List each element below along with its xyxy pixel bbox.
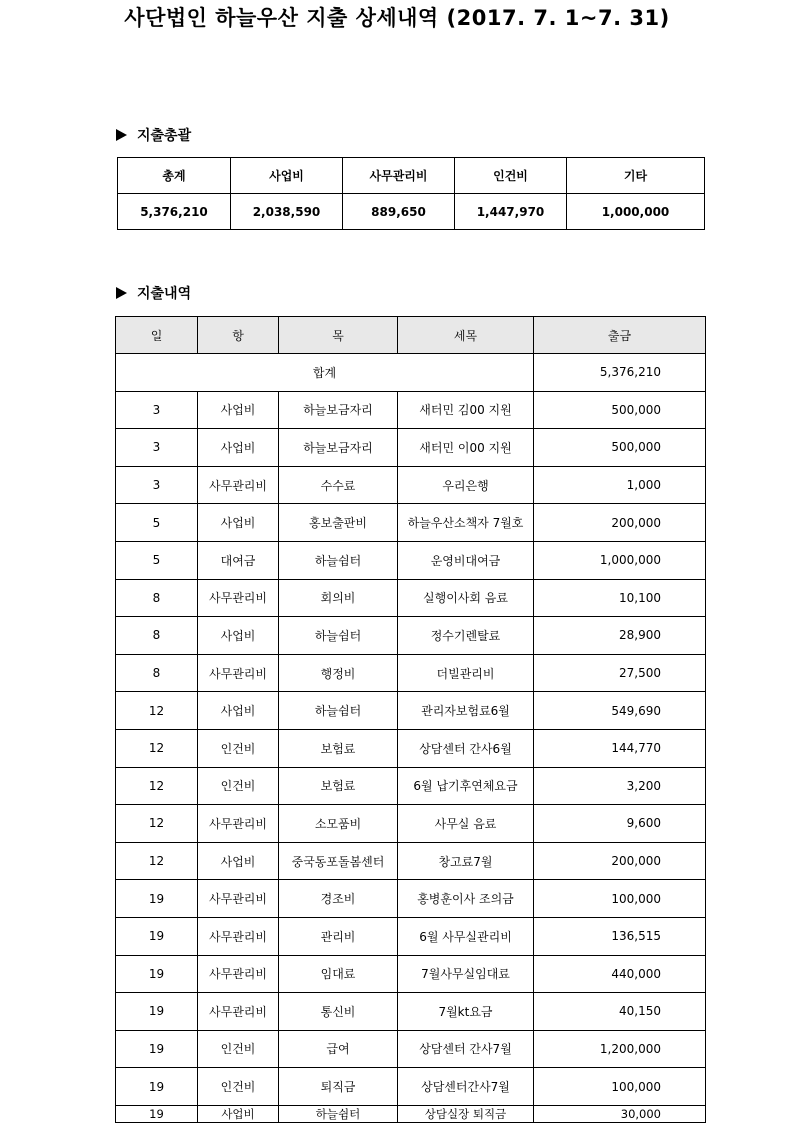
sub-item-cell: 하늘쉼터 [279, 1105, 398, 1122]
sub-item-cell: 수수료 [279, 466, 398, 504]
summary-header-cell: 인건비 [455, 158, 567, 194]
summary-value-cell: 1,447,970 [455, 194, 567, 230]
triangle-bullet-icon [116, 287, 127, 299]
day-cell: 19 [116, 955, 198, 993]
total-label: 합계 [116, 354, 534, 392]
amount-cell: 10,100 [534, 579, 706, 617]
table-row [116, 729, 706, 767]
table-row [116, 767, 706, 805]
amount-cell: 500,000 [534, 391, 706, 429]
day-cell: 5 [116, 504, 198, 542]
table-row [116, 617, 706, 655]
amount-cell: 200,000 [534, 504, 706, 542]
table-row [116, 917, 706, 955]
detail-cell: 정수기렌탈료 [398, 617, 534, 655]
detail-cell: 상담실장 퇴직금 [398, 1105, 534, 1122]
amount-cell: 549,690 [534, 692, 706, 730]
summary-value-row [118, 194, 705, 230]
summary-value-cell: 1,000,000 [567, 194, 705, 230]
item-cell: 사업비 [198, 1105, 279, 1122]
sub-item-cell: 행정비 [279, 654, 398, 692]
amount-cell: 9,600 [534, 805, 706, 843]
day-cell: 19 [116, 993, 198, 1031]
summary-header-cell: 사무관리비 [343, 158, 455, 194]
item-cell: 사무관리비 [198, 654, 279, 692]
detail-header-cell: 일 [116, 317, 198, 354]
sub-item-cell: 중국동포돌봄센터 [279, 842, 398, 880]
item-cell: 사무관리비 [198, 917, 279, 955]
item-cell: 인건비 [198, 767, 279, 805]
summary-value-cell: 889,650 [343, 194, 455, 230]
summary-header-cell: 총계 [118, 158, 231, 194]
table-row [116, 504, 706, 542]
table-row [116, 466, 706, 504]
total-amount: 5,376,210 [534, 354, 706, 392]
sub-item-cell: 보험료 [279, 767, 398, 805]
day-cell: 19 [116, 1030, 198, 1068]
table-row [116, 654, 706, 692]
sub-item-cell: 하늘보금자리 [279, 429, 398, 467]
day-cell: 12 [116, 842, 198, 880]
table-row [116, 842, 706, 880]
sub-item-cell: 급여 [279, 1030, 398, 1068]
item-cell: 사업비 [198, 504, 279, 542]
amount-cell: 30,000 [534, 1105, 706, 1122]
detail-header-cell: 세목 [398, 317, 534, 354]
detail-cell: 사무실 음료 [398, 805, 534, 843]
item-cell: 사무관리비 [198, 466, 279, 504]
detail-cell: 새터민 김00 지원 [398, 391, 534, 429]
detail-cell: 6월 납기후연체요금 [398, 767, 534, 805]
summary-header-row [118, 158, 705, 194]
amount-cell: 100,000 [534, 1068, 706, 1106]
day-cell: 19 [116, 1105, 198, 1122]
item-cell: 사업비 [198, 391, 279, 429]
item-cell: 사업비 [198, 842, 279, 880]
day-cell: 8 [116, 617, 198, 655]
amount-cell: 28,900 [534, 617, 706, 655]
total-row [116, 354, 706, 392]
item-cell: 사업비 [198, 692, 279, 730]
day-cell: 3 [116, 466, 198, 504]
detail-cell: 더빌관리비 [398, 654, 534, 692]
detail-heading-label: 지출내역 [137, 286, 192, 302]
item-cell: 사무관리비 [198, 880, 279, 918]
page-title: 사단법인 하늘우산 지출 상세내역 (2017. 7. 1~7. 31) [124, 6, 670, 30]
amount-cell: 200,000 [534, 842, 706, 880]
section-heading-summary [116, 125, 191, 145]
summary-value-cell: 5,376,210 [118, 194, 231, 230]
day-cell: 19 [116, 880, 198, 918]
day-cell: 12 [116, 805, 198, 843]
amount-cell: 40,150 [534, 993, 706, 1031]
amount-cell: 1,000 [534, 466, 706, 504]
sub-item-cell: 보험료 [279, 729, 398, 767]
summary-header-cell: 사업비 [231, 158, 343, 194]
amount-cell: 500,000 [534, 429, 706, 467]
day-cell: 8 [116, 579, 198, 617]
section-heading-detail [116, 283, 191, 303]
sub-item-cell: 하늘보금자리 [279, 391, 398, 429]
item-cell: 사업비 [198, 617, 279, 655]
table-row [116, 1030, 706, 1068]
detail-cell: 상담센터간사7월 [398, 1068, 534, 1106]
table-row [116, 880, 706, 918]
detail-table [115, 316, 706, 1123]
detail-cell: 7월사무실임대료 [398, 955, 534, 993]
item-cell: 대여금 [198, 541, 279, 579]
table-row [116, 429, 706, 467]
sub-item-cell: 관리비 [279, 917, 398, 955]
item-cell: 사업비 [198, 429, 279, 467]
detail-header-cell: 출금 [534, 317, 706, 354]
detail-cell: 7월kt요금 [398, 993, 534, 1031]
detail-header-cell: 항 [198, 317, 279, 354]
day-cell: 12 [116, 729, 198, 767]
detail-cell: 하늘우산소책자 7월호 [398, 504, 534, 542]
detail-cell: 홍병훈이사 조의금 [398, 880, 534, 918]
amount-cell: 440,000 [534, 955, 706, 993]
amount-cell: 1,200,000 [534, 1030, 706, 1068]
day-cell: 12 [116, 767, 198, 805]
item-cell: 사무관리비 [198, 805, 279, 843]
sub-item-cell: 통신비 [279, 993, 398, 1031]
table-row [116, 541, 706, 579]
sub-item-cell: 홍보출판비 [279, 504, 398, 542]
sub-item-cell: 퇴직금 [279, 1068, 398, 1106]
sub-item-cell: 소모품비 [279, 805, 398, 843]
summary-table [117, 157, 705, 230]
table-row [116, 993, 706, 1031]
detail-cell: 실행이사회 음료 [398, 579, 534, 617]
detail-cell: 새터민 이00 지원 [398, 429, 534, 467]
amount-cell: 144,770 [534, 729, 706, 767]
detail-cell: 6월 사무실관리비 [398, 917, 534, 955]
summary-value-cell: 2,038,590 [231, 194, 343, 230]
amount-cell: 100,000 [534, 880, 706, 918]
summary-header-cell: 기타 [567, 158, 705, 194]
day-cell: 3 [116, 391, 198, 429]
amount-cell: 136,515 [534, 917, 706, 955]
sub-item-cell: 하늘쉼터 [279, 617, 398, 655]
triangle-bullet-icon [116, 129, 127, 141]
sub-item-cell: 임대료 [279, 955, 398, 993]
detail-cell: 운영비대여금 [398, 541, 534, 579]
item-cell: 인건비 [198, 1030, 279, 1068]
day-cell: 8 [116, 654, 198, 692]
table-row [116, 955, 706, 993]
item-cell: 사무관리비 [198, 993, 279, 1031]
item-cell: 인건비 [198, 1068, 279, 1106]
day-cell: 19 [116, 1068, 198, 1106]
day-cell: 5 [116, 541, 198, 579]
detail-cell: 상담센터 간사6월 [398, 729, 534, 767]
sub-item-cell: 회의비 [279, 579, 398, 617]
table-row [116, 805, 706, 843]
detail-header-row [116, 317, 706, 354]
day-cell: 12 [116, 692, 198, 730]
summary-heading-label: 지출총괄 [137, 128, 192, 144]
detail-cell: 우리은행 [398, 466, 534, 504]
table-row-last [116, 1105, 706, 1122]
detail-cell: 관리자보험료6월 [398, 692, 534, 730]
day-cell: 3 [116, 429, 198, 467]
item-cell: 인건비 [198, 729, 279, 767]
table-row [116, 579, 706, 617]
amount-cell: 3,200 [534, 767, 706, 805]
amount-cell: 1,000,000 [534, 541, 706, 579]
sub-item-cell: 경조비 [279, 880, 398, 918]
table-row [116, 692, 706, 730]
day-cell: 19 [116, 917, 198, 955]
detail-header-cell: 목 [279, 317, 398, 354]
sub-item-cell: 하늘쉼터 [279, 541, 398, 579]
detail-cell: 상담센터 간사7월 [398, 1030, 534, 1068]
item-cell: 사무관리비 [198, 579, 279, 617]
item-cell: 사무관리비 [198, 955, 279, 993]
amount-cell: 27,500 [534, 654, 706, 692]
table-row [116, 391, 706, 429]
table-row [116, 1068, 706, 1106]
sub-item-cell: 하늘쉼터 [279, 692, 398, 730]
detail-cell: 창고료7월 [398, 842, 534, 880]
